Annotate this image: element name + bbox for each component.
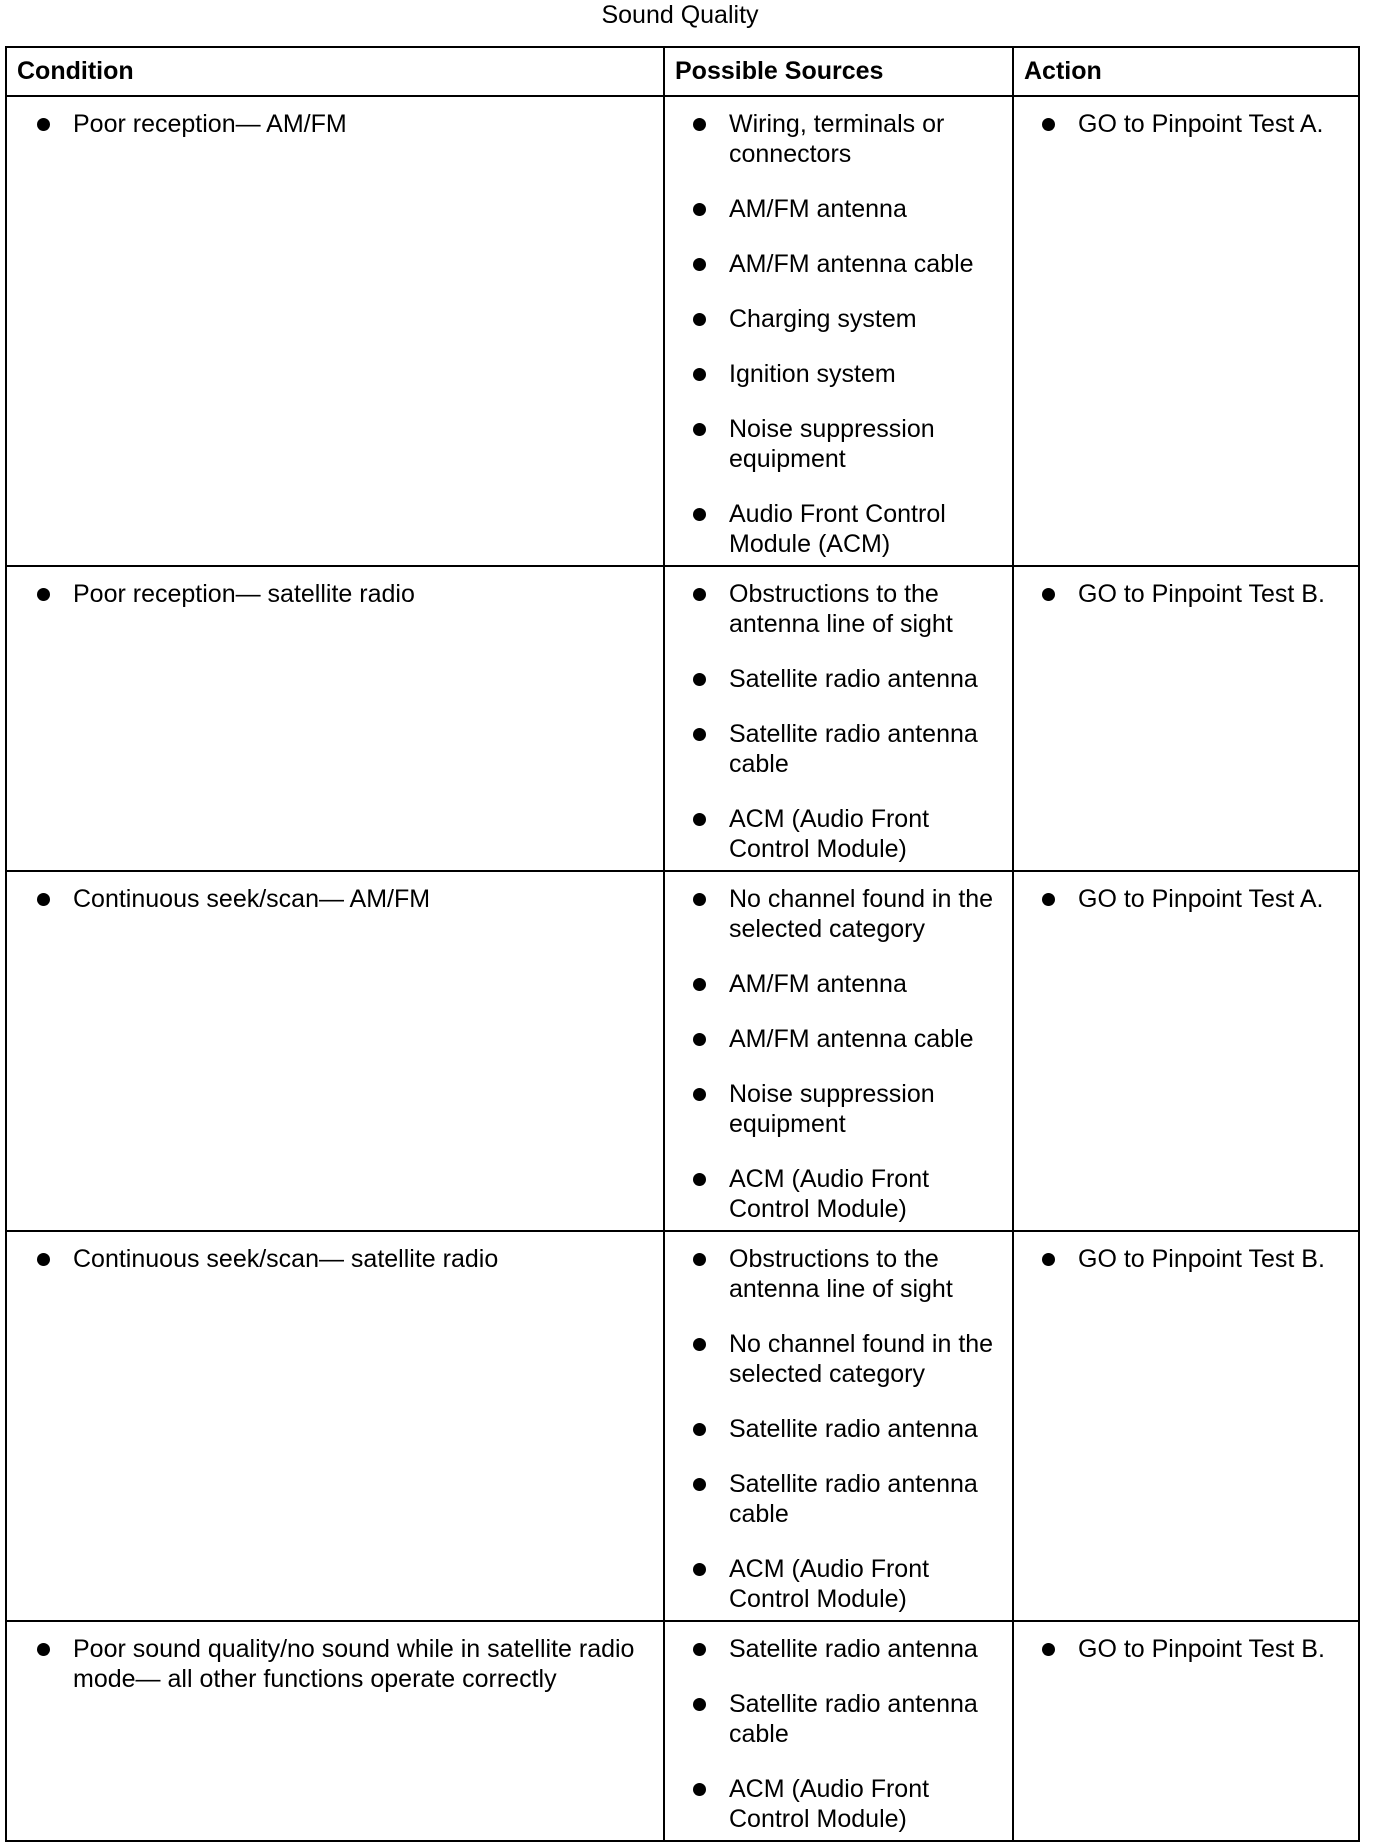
bullet-icon <box>693 1253 706 1266</box>
source-item <box>687 109 1000 169</box>
action-item <box>1036 1634 1346 1664</box>
action-header: Action <box>1013 47 1359 96</box>
bullet-icon <box>693 1643 706 1656</box>
condition-text: Continuous seek/scan— satellite radio <box>73 1245 499 1273</box>
condition-text: Poor reception— AM/FM <box>73 110 347 138</box>
bullet-icon <box>37 118 50 131</box>
condition-cell <box>6 1231 664 1621</box>
bullet-icon <box>693 893 706 906</box>
bullet-icon <box>693 508 706 521</box>
source-item <box>687 499 1000 559</box>
bullet-icon <box>693 1698 706 1711</box>
source-text: Satellite radio antenna <box>729 1415 978 1443</box>
source-item <box>687 1414 1000 1444</box>
source-text: Satellite radio antenna cable <box>729 1690 978 1748</box>
bullet-icon <box>693 423 706 436</box>
header-row <box>6 47 1359 96</box>
condition-text: Poor sound quality/no sound while in satellite radio mode— all other functions operate correctly <box>73 1635 635 1693</box>
source-text: Obstructions to the antenna line of sight <box>729 1245 953 1303</box>
source-item <box>687 1079 1000 1139</box>
source-item <box>687 359 1000 389</box>
sources-cell <box>664 96 1013 566</box>
source-text: Satellite radio antenna cable <box>729 720 978 778</box>
source-text: Wiring, terminals or connectors <box>729 110 945 168</box>
condition-item <box>31 1634 651 1694</box>
action-text: GO to Pinpoint Test B. <box>1078 580 1325 608</box>
bullet-icon <box>1042 1643 1055 1656</box>
bullet-icon <box>693 1173 706 1186</box>
source-text: AM/FM antenna cable <box>729 1025 974 1053</box>
bullet-icon <box>693 1478 706 1491</box>
source-item <box>687 414 1000 474</box>
bullet-icon <box>1042 893 1055 906</box>
source-item <box>687 1554 1000 1614</box>
condition-item <box>31 884 651 914</box>
source-item <box>687 1244 1000 1304</box>
sound-quality-table <box>5 46 1360 1842</box>
action-cell <box>1013 566 1359 871</box>
action-text: GO to Pinpoint Test A. <box>1078 110 1324 138</box>
source-item <box>687 664 1000 694</box>
sources-cell <box>664 1231 1013 1621</box>
bullet-icon <box>1042 1253 1055 1266</box>
action-text: GO to Pinpoint Test B. <box>1078 1635 1325 1663</box>
condition-header: Condition <box>6 47 664 96</box>
source-item <box>687 1329 1000 1389</box>
table-row <box>6 566 1359 871</box>
source-text: ACM (Audio Front Control Module) <box>729 1165 930 1223</box>
bullet-icon <box>37 1253 50 1266</box>
table-row <box>6 96 1359 566</box>
source-item <box>687 1634 1000 1664</box>
source-text: ACM (Audio Front Control Module) <box>729 805 930 863</box>
bullet-icon <box>693 258 706 271</box>
bullet-icon <box>37 893 50 906</box>
condition-item <box>31 579 651 609</box>
condition-item <box>31 109 651 139</box>
source-item <box>687 719 1000 779</box>
source-text: AM/FM antenna cable <box>729 250 974 278</box>
bullet-icon <box>693 118 706 131</box>
source-item <box>687 249 1000 279</box>
source-text: AM/FM antenna <box>729 970 907 998</box>
sources-cell <box>664 1621 1013 1841</box>
bullet-icon <box>37 588 50 601</box>
action-text: GO to Pinpoint Test A. <box>1078 885 1324 913</box>
bullet-icon <box>693 1338 706 1351</box>
bullet-icon <box>1042 588 1055 601</box>
bullet-icon <box>693 1033 706 1046</box>
bullet-icon <box>693 368 706 381</box>
source-text: AM/FM antenna <box>729 195 907 223</box>
bullet-icon <box>693 1563 706 1576</box>
condition-cell <box>6 871 664 1231</box>
bullet-icon <box>37 1643 50 1656</box>
action-cell <box>1013 1231 1359 1621</box>
action-item <box>1036 884 1346 914</box>
action-cell <box>1013 871 1359 1231</box>
source-item <box>687 969 1000 999</box>
condition-cell <box>6 96 664 566</box>
action-text: GO to Pinpoint Test B. <box>1078 1245 1325 1273</box>
bullet-icon <box>693 813 706 826</box>
source-item <box>687 1469 1000 1529</box>
action-item <box>1036 1244 1346 1274</box>
bullet-icon <box>693 673 706 686</box>
sources-cell <box>664 566 1013 871</box>
source-item <box>687 1164 1000 1224</box>
source-item <box>687 884 1000 944</box>
source-text: No channel found in the selected category <box>729 1330 994 1388</box>
bullet-icon <box>1042 118 1055 131</box>
source-text: Noise suppression equipment <box>729 1080 935 1138</box>
source-item <box>687 194 1000 224</box>
source-item <box>687 1774 1000 1834</box>
table-row <box>6 871 1359 1231</box>
possible-sources-header: Possible Sources <box>664 47 1013 96</box>
source-text: Ignition system <box>729 360 896 388</box>
bullet-icon <box>693 313 706 326</box>
table-row <box>6 1621 1359 1841</box>
bullet-icon <box>693 978 706 991</box>
bullet-icon <box>693 1088 706 1101</box>
condition-text: Poor reception— satellite radio <box>73 580 415 608</box>
source-text: Audio Front Control Module (ACM) <box>729 500 946 558</box>
source-text: Satellite radio antenna <box>729 665 978 693</box>
condition-cell <box>6 566 664 871</box>
source-text: ACM (Audio Front Control Module) <box>729 1555 930 1613</box>
bullet-icon <box>693 1423 706 1436</box>
action-cell <box>1013 96 1359 566</box>
bullet-icon <box>693 203 706 216</box>
source-item <box>687 1024 1000 1054</box>
bullet-icon <box>693 728 706 741</box>
table-row <box>6 1231 1359 1621</box>
source-text: ACM (Audio Front Control Module) <box>729 1775 930 1833</box>
source-text: Satellite radio antenna cable <box>729 1470 978 1528</box>
page-title: Sound Quality <box>601 1 759 29</box>
bullet-icon <box>693 1783 706 1796</box>
sources-cell <box>664 871 1013 1231</box>
condition-item <box>31 1244 651 1274</box>
source-text: Obstructions to the antenna line of sight <box>729 580 953 638</box>
source-text: Noise suppression equipment <box>729 415 935 473</box>
source-text: Charging system <box>729 305 917 333</box>
source-item <box>687 579 1000 639</box>
action-item <box>1036 109 1346 139</box>
action-cell <box>1013 1621 1359 1841</box>
condition-cell <box>6 1621 664 1841</box>
source-item <box>687 304 1000 334</box>
bullet-icon <box>693 588 706 601</box>
condition-text: Continuous seek/scan— AM/FM <box>73 885 431 913</box>
source-item <box>687 804 1000 864</box>
action-item <box>1036 579 1346 609</box>
source-text: Satellite radio antenna <box>729 1635 978 1663</box>
source-text: No channel found in the selected category <box>729 885 994 943</box>
source-item <box>687 1689 1000 1749</box>
